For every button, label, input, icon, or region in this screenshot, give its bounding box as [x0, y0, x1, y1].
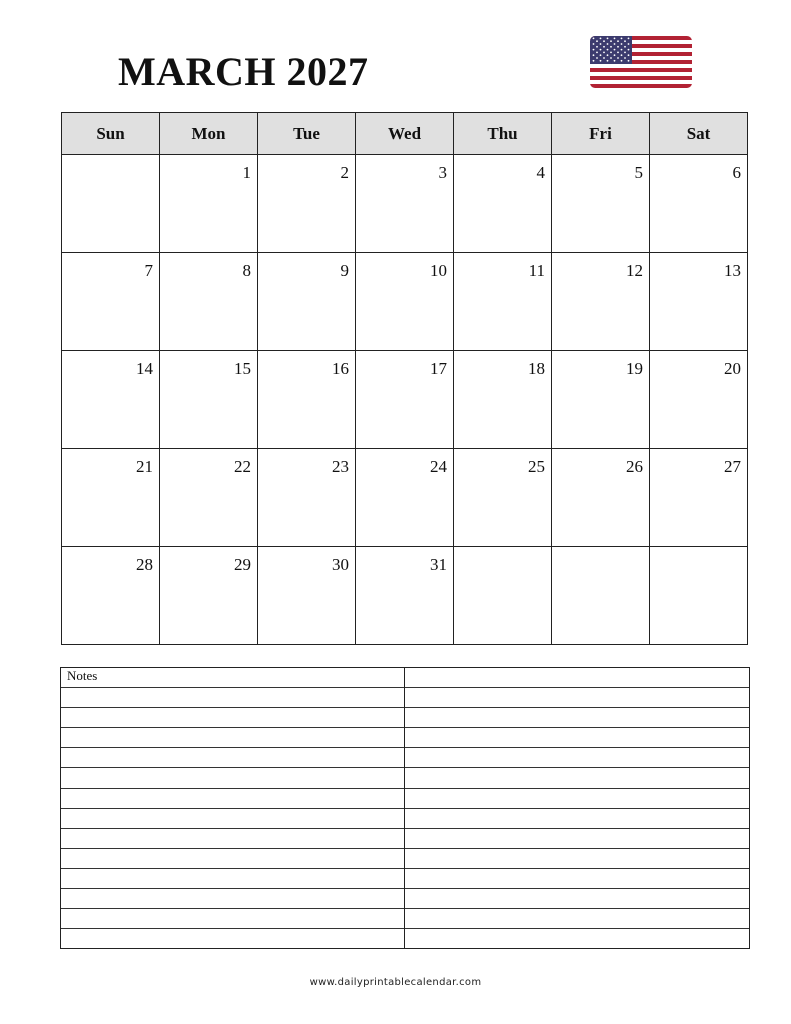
day-number: 21	[136, 457, 153, 476]
week-row	[62, 253, 748, 351]
day-cell	[552, 449, 650, 547]
note-line[interactable]	[61, 909, 404, 929]
day-number: 15	[234, 359, 251, 378]
note-line[interactable]	[61, 728, 404, 748]
day-number: 3	[438, 163, 447, 182]
note-line[interactable]	[405, 768, 749, 788]
day-number	[62, 155, 159, 164]
note-line[interactable]	[405, 909, 749, 929]
day-cell	[160, 351, 258, 449]
notes-section	[60, 667, 750, 949]
weekday-fri: Fri	[552, 113, 650, 155]
note-line[interactable]	[405, 809, 749, 829]
day-number: 13	[724, 261, 741, 280]
note-line[interactable]	[405, 869, 749, 889]
note-line[interactable]	[405, 789, 749, 809]
day-cell	[454, 351, 552, 449]
day-number: 1	[242, 163, 251, 182]
day-number: 25	[528, 457, 545, 476]
day-number: 29	[234, 555, 251, 574]
day-cell	[62, 253, 160, 351]
us-flag-icon	[590, 36, 692, 88]
day-cell	[356, 449, 454, 547]
day-cell	[552, 547, 650, 645]
day-number: 14	[136, 359, 153, 378]
day-cell	[454, 253, 552, 351]
day-number: 19	[626, 359, 643, 378]
page-title: MARCH 2027	[118, 49, 369, 94]
day-cell	[62, 547, 160, 645]
note-line[interactable]	[405, 728, 749, 748]
weekday-tue: Tue	[258, 113, 356, 155]
note-line[interactable]	[61, 789, 404, 809]
week-row	[62, 449, 748, 547]
day-cell	[258, 351, 356, 449]
day-cell	[650, 449, 748, 547]
day-cell	[650, 253, 748, 351]
day-cell	[356, 547, 454, 645]
day-number: 22	[234, 457, 251, 476]
day-cell	[62, 449, 160, 547]
note-line[interactable]	[405, 849, 749, 869]
note-line[interactable]	[61, 809, 404, 829]
note-line[interactable]	[61, 829, 404, 849]
day-cell	[650, 155, 748, 253]
day-cell	[160, 155, 258, 253]
note-line[interactable]	[61, 889, 404, 909]
day-number: 31	[430, 555, 447, 574]
note-line[interactable]	[405, 748, 749, 768]
day-number: 30	[332, 555, 349, 574]
note-line[interactable]	[405, 889, 749, 909]
day-number: 2	[340, 163, 349, 182]
day-number: 23	[332, 457, 349, 476]
day-number	[454, 547, 551, 556]
note-line[interactable]	[61, 708, 404, 728]
week-row	[62, 351, 748, 449]
note-line[interactable]	[405, 688, 749, 708]
day-number: 16	[332, 359, 349, 378]
note-line[interactable]	[61, 768, 404, 788]
day-number: 11	[528, 261, 545, 280]
week-row	[62, 155, 748, 253]
day-number: 8	[242, 261, 251, 280]
day-cell	[258, 253, 356, 351]
day-cell	[258, 547, 356, 645]
day-cell	[650, 547, 748, 645]
weekday-header-row	[62, 113, 748, 155]
note-line[interactable]	[405, 708, 749, 728]
day-cell	[454, 155, 552, 253]
day-number: 12	[626, 261, 643, 280]
day-number: 17	[430, 359, 447, 378]
day-cell	[454, 449, 552, 547]
notes-column-left	[61, 668, 405, 948]
day-cell	[552, 155, 650, 253]
day-cell	[62, 351, 160, 449]
note-line[interactable]	[61, 668, 404, 688]
day-number: 26	[626, 457, 643, 476]
day-number: 4	[536, 163, 545, 182]
day-cell	[62, 155, 160, 253]
note-line[interactable]	[61, 929, 404, 949]
day-cell	[552, 351, 650, 449]
note-line[interactable]	[61, 869, 404, 889]
day-number: 18	[528, 359, 545, 378]
calendar-grid	[61, 112, 748, 645]
day-cell	[356, 351, 454, 449]
note-line[interactable]	[405, 829, 749, 849]
note-line[interactable]	[61, 748, 404, 768]
day-cell	[160, 253, 258, 351]
day-number	[650, 547, 747, 556]
note-line[interactable]	[61, 849, 404, 869]
notes-column-right	[405, 668, 749, 948]
weekday-mon: Mon	[160, 113, 258, 155]
day-number	[552, 547, 649, 556]
day-number: 5	[634, 163, 643, 182]
note-line[interactable]	[61, 688, 404, 708]
weekday-sun: Sun	[62, 113, 160, 155]
day-cell	[454, 547, 552, 645]
day-number: 27	[724, 457, 741, 476]
weekday-wed: Wed	[356, 113, 454, 155]
day-number: 28	[136, 555, 153, 574]
week-row	[62, 547, 748, 645]
day-cell	[258, 155, 356, 253]
day-cell	[356, 253, 454, 351]
day-number: 6	[732, 163, 741, 182]
day-number: 9	[340, 261, 349, 280]
note-line[interactable]	[405, 668, 749, 688]
day-number: 24	[430, 457, 447, 476]
day-cell	[258, 449, 356, 547]
day-number: 7	[144, 261, 153, 280]
day-number: 20	[724, 359, 741, 378]
weekday-thu: Thu	[454, 113, 552, 155]
day-cell	[160, 449, 258, 547]
day-cell	[552, 253, 650, 351]
day-cell	[356, 155, 454, 253]
day-number: 10	[430, 261, 447, 280]
day-cell	[650, 351, 748, 449]
day-cell	[160, 547, 258, 645]
weekday-sat: Sat	[650, 113, 748, 155]
note-line[interactable]	[405, 929, 749, 949]
notes-label: Notes	[67, 668, 98, 683]
footer-url: www.dailyprintablecalendar.com	[309, 977, 482, 988]
